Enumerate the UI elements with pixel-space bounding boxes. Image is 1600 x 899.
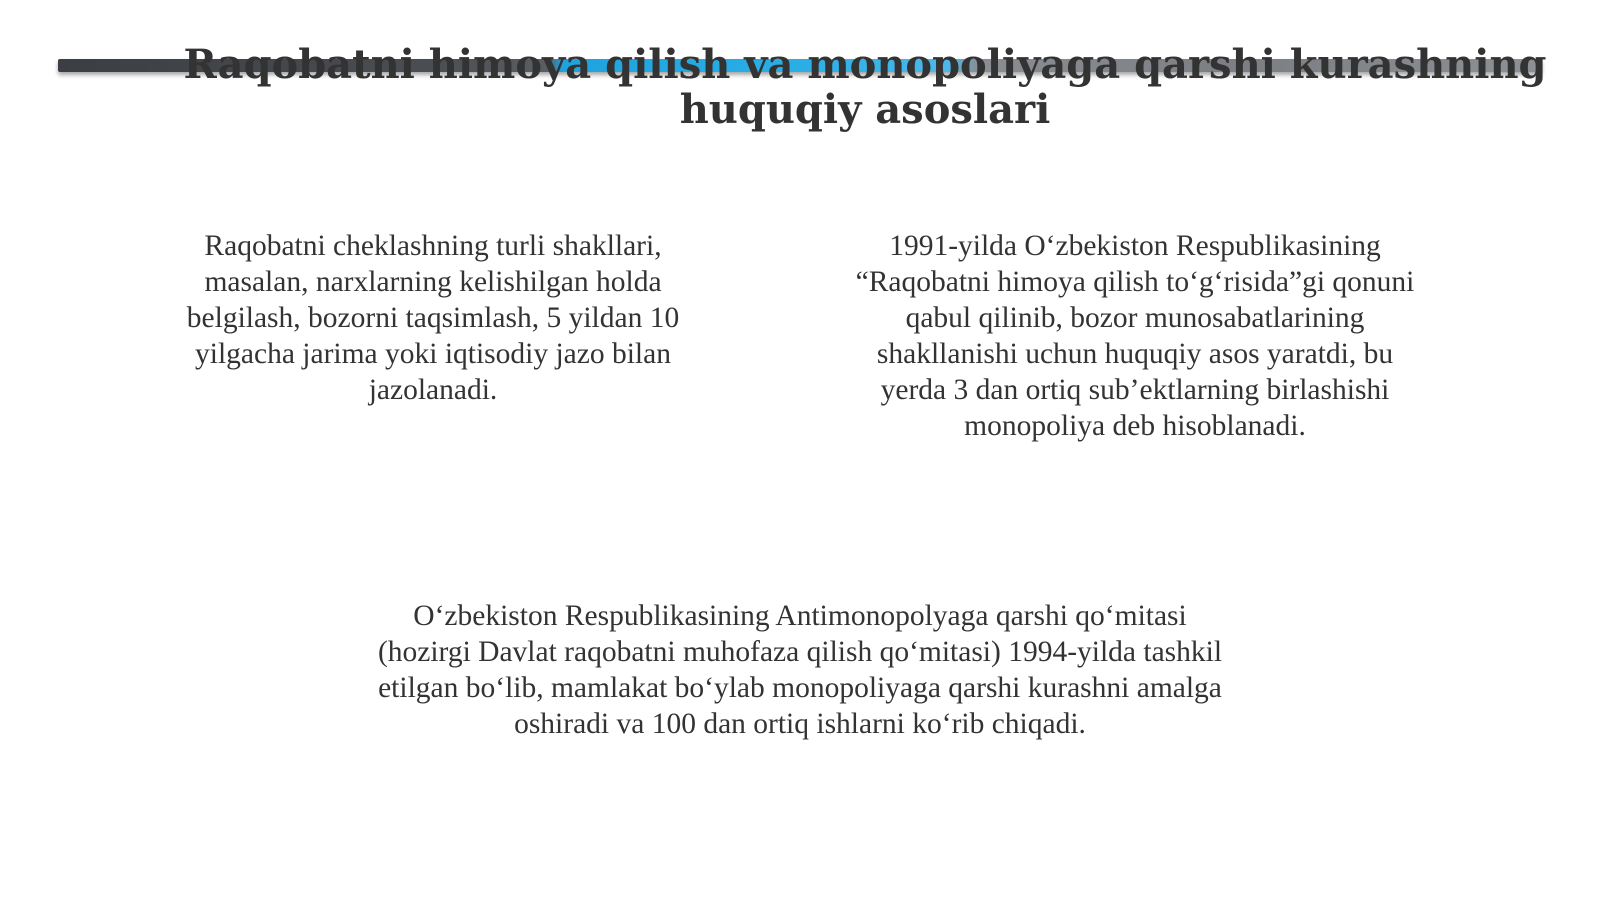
slide-title: Raqobatni himoya qilish va monopoliyaga qarshi kurashning huquqiy asoslari [183,41,1547,133]
text-block-bottom: O‘zbekiston Respublikasining Antimonopolyaga qarshi qo‘mitasi (hozirgi Davlat raqobatni muhofaza qilish qo‘mitasi) 1994-yilda tashkil etilgan bo‘lib, mamlakat bo‘ylab monopoliyaga qarshi kurashni amalga oshiradi va 100 dan ortiq ishlarni ko‘rib chiqadi. [377,600,1223,740]
text-block-right: 1991-yilda O‘zbekiston Respublikasining “Raqobatni himoya qilish to‘g‘risida”gi qonuni qabul qilinib, bozor munosabatlarining shakllanishi uchun huquqiy asos yaratdi, bu yerda 3 dan ortiq sub’ektlarning birlashishi monopoliya deb hisoblanadi. [855,230,1415,442]
text-block-left: Raqobatni cheklashning turli shakllari, masalan, narxlarning kelishilgan holda belgilash, bozorni taqsimlash, 5 yildan 10 yilgacha jarima yoki iqtisodiy jazo bilan jazolanadi. [186,230,680,406]
